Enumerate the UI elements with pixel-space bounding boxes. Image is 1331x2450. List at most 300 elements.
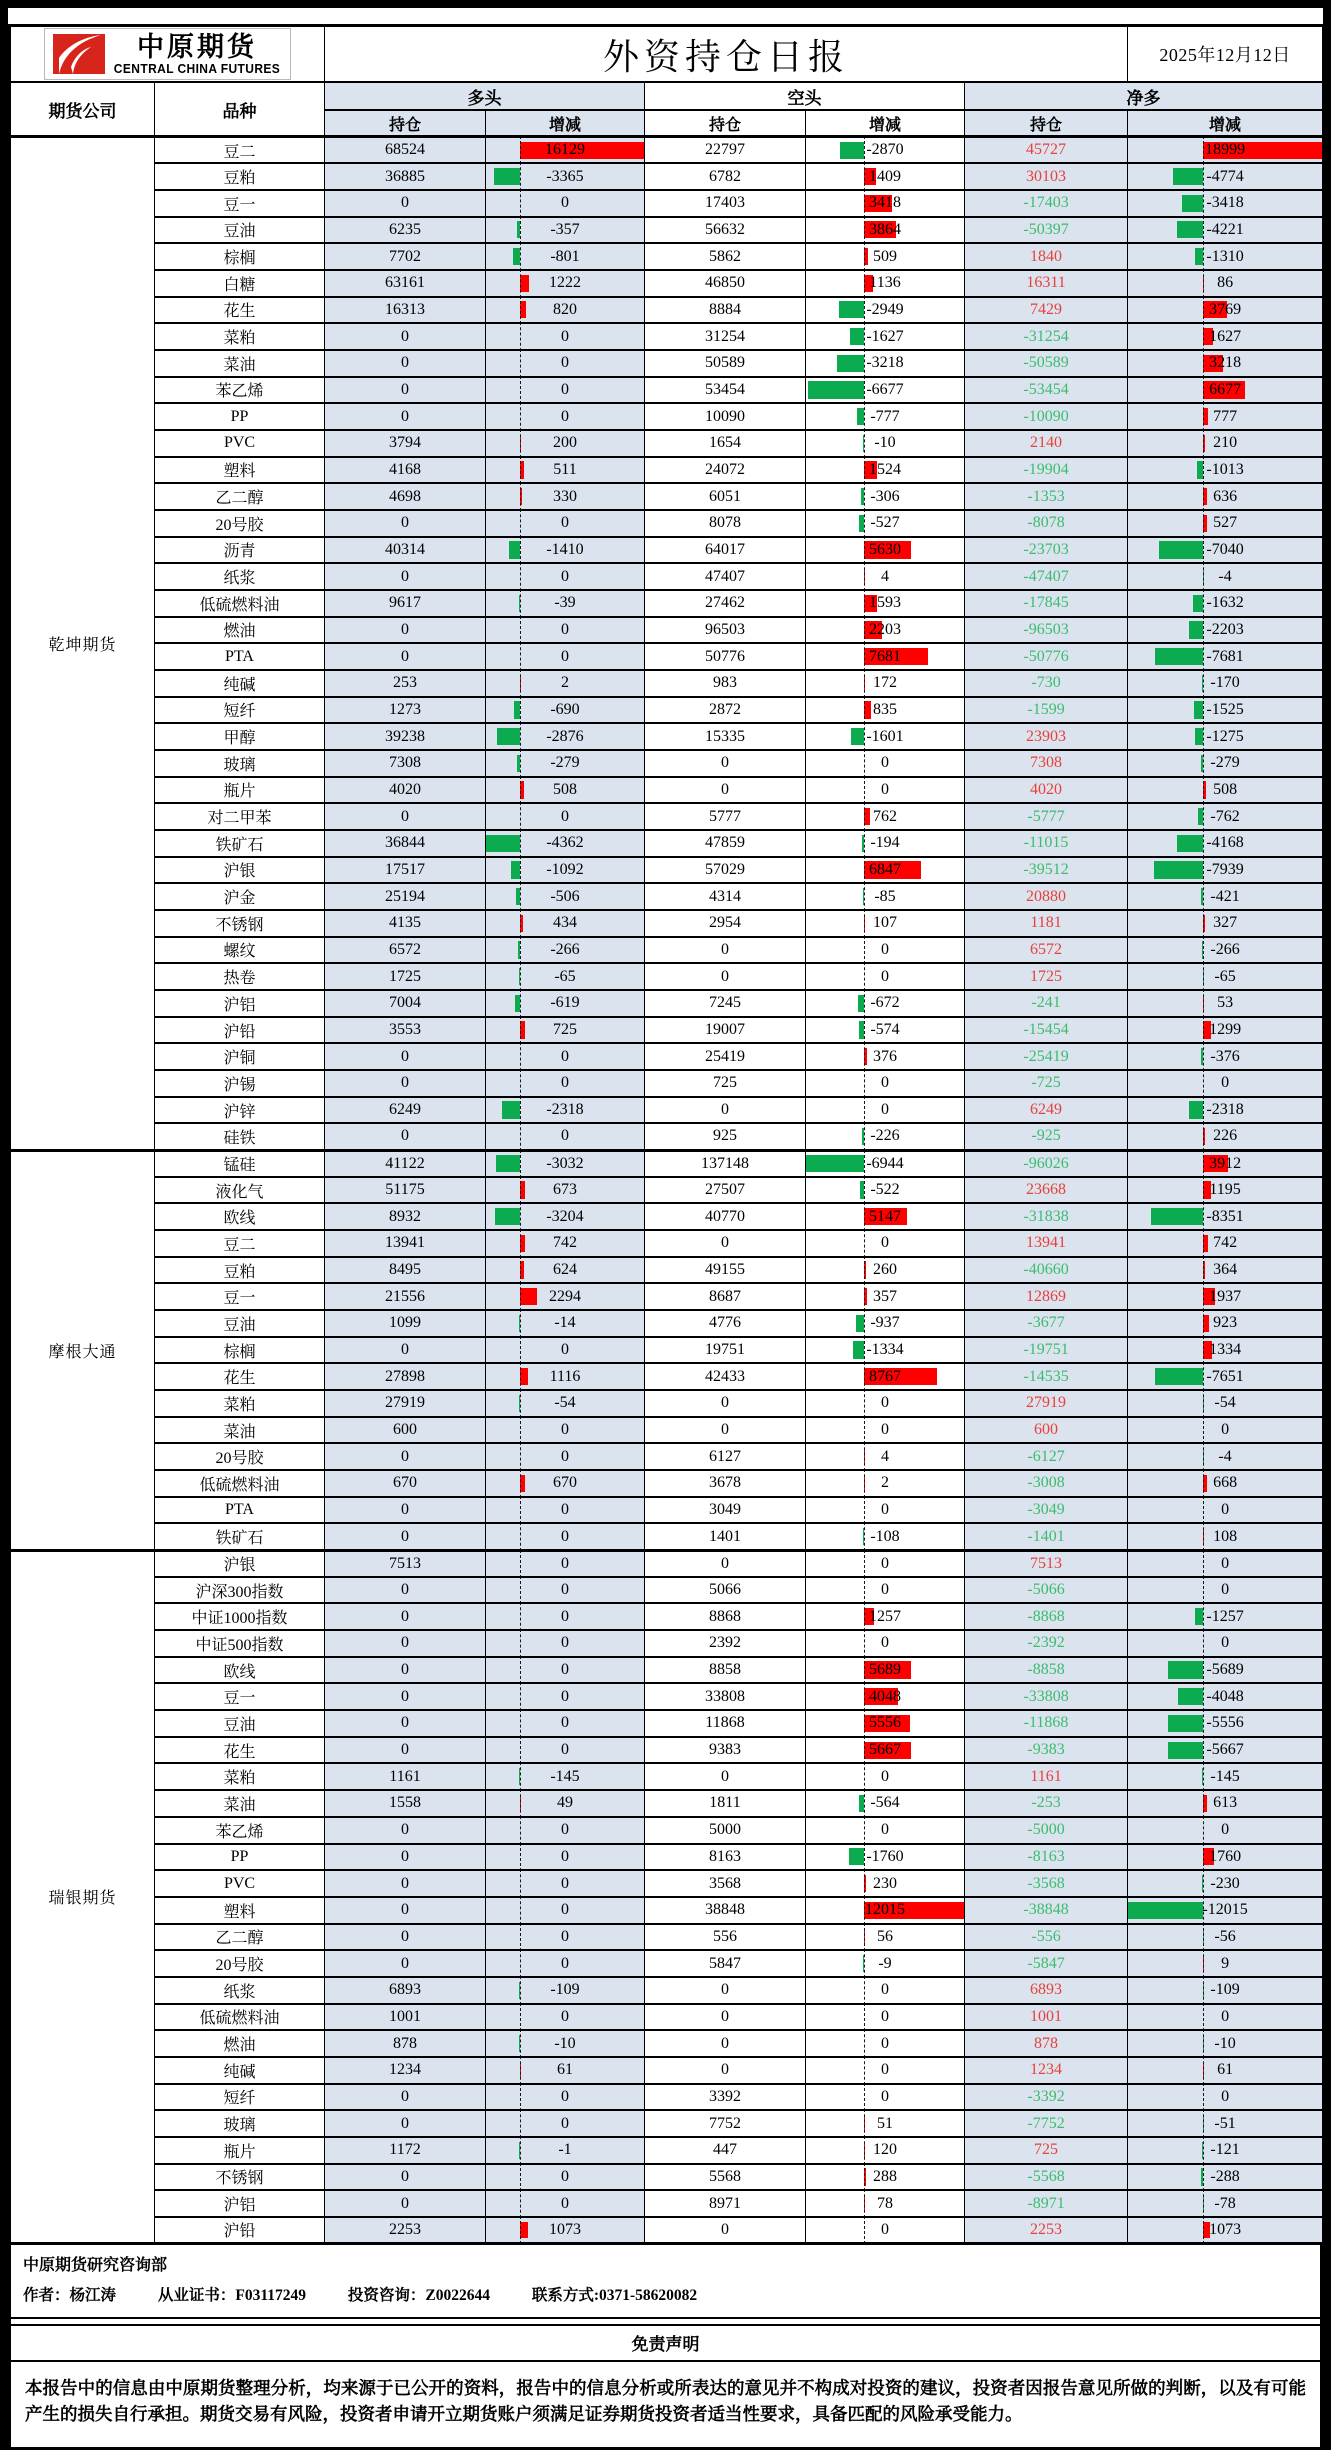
report-sheet <box>8 8 1323 2450</box>
short-change-cell <box>806 590 965 617</box>
change-value: 527 <box>1213 514 1237 531</box>
col-group-short: 空头 <box>645 82 965 110</box>
long-position-cell: 6572 <box>325 937 486 964</box>
short-position-cell: 556 <box>645 1924 806 1951</box>
negative-bar <box>1195 1608 1203 1625</box>
report-date: 2025年12月12日 <box>1128 26 1324 83</box>
long-change-cell <box>486 590 645 617</box>
change-value: 4048 <box>869 1688 901 1705</box>
net-change-cell <box>1128 857 1324 884</box>
change-value: 5147 <box>869 1208 901 1225</box>
table-row <box>10 1070 1324 1097</box>
net-change-cell <box>1128 590 1324 617</box>
long-change-cell <box>486 1950 645 1977</box>
net-change-cell <box>1128 403 1324 430</box>
negative-bar <box>486 835 520 852</box>
net-change-cell <box>1128 2217 1324 2244</box>
short-change-cell <box>806 1097 965 1124</box>
net-position-cell: 7513 <box>965 1550 1128 1577</box>
net-position-cell: -8078 <box>965 510 1128 537</box>
long-position-cell: 0 <box>325 1844 486 1871</box>
change-value: 0 <box>881 2061 889 2078</box>
short-change-cell <box>806 883 965 910</box>
variety-cell: 对二甲苯 <box>155 803 325 830</box>
change-value: -357 <box>550 221 579 238</box>
change-value: 0 <box>561 1501 569 1518</box>
short-position-cell: 49155 <box>645 1257 806 1284</box>
table-row <box>10 297 1324 324</box>
short-position-cell: 22797 <box>645 137 806 164</box>
change-value: -288 <box>1210 2168 1239 2185</box>
long-position-cell: 0 <box>325 377 486 404</box>
variety-cell: 白糖 <box>155 270 325 297</box>
net-change-cell <box>1128 323 1324 350</box>
change-value: 2 <box>561 674 569 691</box>
net-position-cell: 12869 <box>965 1283 1128 1310</box>
short-change-cell <box>806 2084 965 2111</box>
short-change-cell <box>806 1630 965 1657</box>
negative-bar <box>1168 1661 1204 1678</box>
net-position-cell: -25419 <box>965 1043 1128 1070</box>
long-change-cell <box>486 403 645 430</box>
change-value: -777 <box>870 408 899 425</box>
variety-cell: 沪银 <box>155 857 325 884</box>
change-value: 725 <box>553 1021 577 1038</box>
variety-cell: 低硫燃料油 <box>155 590 325 617</box>
table-row <box>10 670 1324 697</box>
variety-cell: PTA <box>155 643 325 670</box>
net-change-cell <box>1128 963 1324 990</box>
table-row <box>10 483 1324 510</box>
long-change-cell <box>486 2110 645 2137</box>
long-change-cell <box>486 350 645 377</box>
long-change-cell <box>486 1203 645 1230</box>
net-change-cell <box>1128 1844 1324 1871</box>
net-change-cell <box>1128 990 1324 1017</box>
change-value: -6677 <box>866 381 903 398</box>
short-change-cell <box>806 1577 965 1604</box>
net-position-cell: -10090 <box>965 403 1128 430</box>
variety-cell: 20号胶 <box>155 510 325 537</box>
table-row <box>10 510 1324 537</box>
net-position-cell: 1840 <box>965 243 1128 270</box>
change-value: -1092 <box>546 861 583 878</box>
change-value: 0 <box>561 1688 569 1705</box>
short-position-cell: 47859 <box>645 830 806 857</box>
change-value: -3418 <box>1206 194 1243 211</box>
short-position-cell: 0 <box>645 1390 806 1417</box>
change-value: -108 <box>870 1528 899 1545</box>
change-value: 511 <box>553 461 576 478</box>
long-position-cell: 8495 <box>325 1257 486 1284</box>
short-position-cell: 8858 <box>645 1657 806 1684</box>
long-change-cell <box>486 1790 645 1817</box>
negative-bar <box>853 1341 864 1358</box>
long-change-cell <box>486 697 645 724</box>
change-value: 673 <box>553 1181 577 1198</box>
short-position-cell: 6782 <box>645 163 806 190</box>
short-change-cell <box>806 1417 965 1444</box>
change-value: -3218 <box>866 354 903 371</box>
net-position-cell: 16311 <box>965 270 1128 297</box>
change-value: 3912 <box>1209 1155 1241 1172</box>
table-body <box>10 137 1324 2244</box>
change-value: 210 <box>1213 434 1237 451</box>
change-value: 0 <box>561 1821 569 1838</box>
change-value: 0 <box>1221 2008 1229 2025</box>
variety-cell: 豆粕 <box>155 1257 325 1284</box>
short-change-cell <box>806 1897 965 1924</box>
change-value: -1760 <box>866 1848 903 1865</box>
net-change-cell <box>1128 297 1324 324</box>
change-value: -2949 <box>866 301 903 318</box>
long-position-cell: 7702 <box>325 243 486 270</box>
change-value: 1257 <box>869 1608 901 1625</box>
change-value: -2876 <box>546 728 583 745</box>
short-change-cell <box>806 857 965 884</box>
short-change-cell <box>806 2030 965 2057</box>
net-change-cell <box>1128 1337 1324 1364</box>
net-position-cell: -5000 <box>965 1817 1128 1844</box>
change-value: 762 <box>873 808 897 825</box>
long-change-cell <box>486 1310 645 1337</box>
net-change-cell <box>1128 1123 1324 1150</box>
variety-cell: 燃油 <box>155 617 325 644</box>
short-position-cell: 0 <box>645 1550 806 1577</box>
long-position-cell: 0 <box>325 1683 486 1710</box>
col-header-net-change: 增减 <box>1128 110 1324 137</box>
long-change-cell <box>486 617 645 644</box>
change-value: 1222 <box>549 274 581 291</box>
change-value: 0 <box>881 1501 889 1518</box>
long-position-cell: 27898 <box>325 1363 486 1390</box>
negative-bar <box>1159 541 1203 558</box>
long-position-cell: 0 <box>325 1710 486 1737</box>
long-change-cell <box>486 1817 645 1844</box>
table-row <box>10 2217 1324 2244</box>
net-change-cell <box>1128 483 1324 510</box>
net-position-cell: -39512 <box>965 857 1128 884</box>
short-position-cell: 38848 <box>645 1897 806 1924</box>
table-row <box>10 350 1324 377</box>
change-value: -145 <box>550 1768 579 1785</box>
change-value: -7939 <box>1206 861 1243 878</box>
table-row <box>10 537 1324 564</box>
change-value: -1 <box>558 2141 571 2158</box>
long-position-cell: 1161 <box>325 1763 486 1790</box>
change-value: 4 <box>881 1448 889 1465</box>
variety-cell: 中证1000指数 <box>155 1603 325 1630</box>
net-change-cell <box>1128 883 1324 910</box>
change-value: -2318 <box>1206 1101 1243 1118</box>
change-value: 742 <box>1213 1234 1237 1251</box>
long-position-cell: 0 <box>325 1043 486 1070</box>
short-change-cell <box>806 723 965 750</box>
col-header-long-position: 持仓 <box>325 110 486 137</box>
variety-cell: 乙二醇 <box>155 483 325 510</box>
change-value: 1116 <box>550 1368 581 1385</box>
change-value: 509 <box>873 248 897 265</box>
table-row <box>10 1710 1324 1737</box>
short-change-cell <box>806 990 965 1017</box>
table-row <box>10 643 1324 670</box>
short-change-cell <box>806 217 965 244</box>
net-position-cell: -3677 <box>965 1310 1128 1337</box>
table-row <box>10 1977 1324 2004</box>
change-value: 2 <box>881 1474 889 1491</box>
change-value: 107 <box>873 914 897 931</box>
negative-bar <box>1155 648 1203 665</box>
short-change-cell <box>806 1363 965 1390</box>
change-value: -2870 <box>866 141 903 158</box>
change-value: 0 <box>881 754 889 771</box>
net-position-cell: -3568 <box>965 1870 1128 1897</box>
change-value: 0 <box>561 514 569 531</box>
variety-cell: 苯乙烯 <box>155 1817 325 1844</box>
long-position-cell: 0 <box>325 403 486 430</box>
long-change-cell <box>486 1097 645 1124</box>
negative-bar <box>808 381 864 398</box>
short-change-cell <box>806 1310 965 1337</box>
long-position-cell: 670 <box>325 1470 486 1497</box>
long-change-cell <box>486 563 645 590</box>
change-value: 0 <box>561 1928 569 1945</box>
change-value: -12015 <box>1202 1901 1247 1918</box>
change-value: 0 <box>561 1608 569 1625</box>
change-value: 1073 <box>1209 2221 1241 2238</box>
long-position-cell: 9617 <box>325 590 486 617</box>
short-change-cell <box>806 643 965 670</box>
change-value: -121 <box>1210 2141 1239 2158</box>
table-row <box>10 1230 1324 1257</box>
net-change-cell <box>1128 510 1324 537</box>
change-value: 5556 <box>869 1714 901 1731</box>
short-change-cell <box>806 1924 965 1951</box>
table-row <box>10 2190 1324 2217</box>
short-position-cell: 46850 <box>645 270 806 297</box>
short-change-cell <box>806 563 965 590</box>
table-row <box>10 1363 1324 1390</box>
short-change-cell <box>806 1870 965 1897</box>
author: 作者：杨江涛 <box>23 2287 116 2304</box>
net-position-cell: -15454 <box>965 1017 1128 1044</box>
table-row <box>10 137 1324 164</box>
long-position-cell: 0 <box>325 2084 486 2111</box>
net-position-cell: -96503 <box>965 617 1128 644</box>
change-value: 230 <box>873 1875 897 1892</box>
variety-cell: 欧线 <box>155 1657 325 1684</box>
variety-cell: 花生 <box>155 297 325 324</box>
long-change-cell <box>486 1177 645 1204</box>
change-value: 0 <box>561 1714 569 1731</box>
change-value: -54 <box>1214 1394 1235 1411</box>
variety-cell: 塑料 <box>155 457 325 484</box>
change-value: -5667 <box>1206 1741 1243 1758</box>
short-position-cell: 0 <box>645 2030 806 2057</box>
long-change-cell <box>486 1123 645 1150</box>
long-change-cell <box>486 297 645 324</box>
negative-bar <box>502 1101 520 1118</box>
change-value: 0 <box>881 1234 889 1251</box>
net-change-cell <box>1128 1070 1324 1097</box>
net-position-cell: -40660 <box>965 1257 1128 1284</box>
variety-cell: 豆粕 <box>155 163 325 190</box>
net-change-cell <box>1128 1203 1324 1230</box>
long-position-cell: 0 <box>325 1123 486 1150</box>
long-change-cell <box>486 777 645 804</box>
short-change-cell <box>806 803 965 830</box>
table-row <box>10 1443 1324 1470</box>
long-position-cell: 7308 <box>325 750 486 777</box>
variety-cell: 热卷 <box>155 963 325 990</box>
variety-cell: 豆一 <box>155 190 325 217</box>
variety-cell: 锰硅 <box>155 1150 325 1177</box>
net-position-cell: -6127 <box>965 1443 1128 1470</box>
change-value: 0 <box>561 1955 569 1972</box>
long-change-cell <box>486 1977 645 2004</box>
change-value: -3365 <box>546 168 583 185</box>
short-change-cell <box>806 1763 965 1790</box>
variety-cell: 短纤 <box>155 697 325 724</box>
net-position-cell: 7308 <box>965 750 1128 777</box>
change-value: -85 <box>874 888 895 905</box>
short-position-cell: 8884 <box>645 297 806 324</box>
change-value: 0 <box>561 2168 569 2185</box>
net-change-cell <box>1128 1603 1324 1630</box>
long-change-cell <box>486 1070 645 1097</box>
net-change-cell <box>1128 2110 1324 2137</box>
change-value: -1627 <box>866 328 903 345</box>
col-header-variety: 品种 <box>155 82 325 137</box>
long-change-cell <box>486 2057 645 2084</box>
variety-cell: 低硫燃料油 <box>155 1470 325 1497</box>
short-position-cell: 47407 <box>645 563 806 590</box>
short-position-cell: 6051 <box>645 483 806 510</box>
long-change-cell <box>486 1630 645 1657</box>
variety-cell: 菜油 <box>155 1417 325 1444</box>
net-change-cell <box>1128 1683 1324 1710</box>
table-row <box>10 1017 1324 1044</box>
short-position-cell: 0 <box>645 1417 806 1444</box>
change-value: 0 <box>561 621 569 638</box>
change-value: -7681 <box>1206 648 1243 665</box>
long-change-cell <box>486 1870 645 1897</box>
table-row <box>10 937 1324 964</box>
positive-bar <box>864 701 871 718</box>
table-row <box>10 2057 1324 2084</box>
change-value: -672 <box>870 994 899 1011</box>
col-header-short-change: 增减 <box>806 110 965 137</box>
change-value: 5667 <box>869 1741 901 1758</box>
author-line <box>23 2283 1308 2305</box>
short-position-cell: 50589 <box>645 350 806 377</box>
change-value: -937 <box>870 1314 899 1331</box>
net-change-cell <box>1128 537 1324 564</box>
table-row <box>10 883 1324 910</box>
variety-cell: 豆二 <box>155 137 325 164</box>
net-position-cell: -31838 <box>965 1203 1128 1230</box>
long-position-cell: 3553 <box>325 1017 486 1044</box>
short-change-cell <box>806 1017 965 1044</box>
change-value: -56 <box>1214 1928 1235 1945</box>
long-position-cell: 0 <box>325 1817 486 1844</box>
short-position-cell: 7752 <box>645 2110 806 2137</box>
variety-cell: 沪金 <box>155 883 325 910</box>
change-value: 1937 <box>1209 1288 1241 1305</box>
long-position-cell: 36885 <box>325 163 486 190</box>
short-change-cell <box>806 403 965 430</box>
negative-bar <box>840 142 864 159</box>
change-value: 1409 <box>869 168 901 185</box>
net-position-cell: -253 <box>965 1790 1128 1817</box>
change-value: 78 <box>877 2195 893 2212</box>
table-row <box>10 1603 1324 1630</box>
short-position-cell: 2392 <box>645 1630 806 1657</box>
change-value: 8767 <box>869 1368 901 1385</box>
table-row <box>10 1203 1324 1230</box>
table-row <box>10 430 1324 457</box>
long-position-cell: 0 <box>325 350 486 377</box>
net-change-cell <box>1128 1657 1324 1684</box>
positive-bar <box>520 275 529 292</box>
table-row <box>10 1817 1324 1844</box>
net-change-cell <box>1128 910 1324 937</box>
double-rule-separator <box>11 2317 1320 2326</box>
change-value: 6677 <box>1209 381 1241 398</box>
short-position-cell: 96503 <box>645 617 806 644</box>
long-position-cell: 41122 <box>325 1150 486 1177</box>
long-position-cell: 0 <box>325 803 486 830</box>
long-position-cell: 600 <box>325 1417 486 1444</box>
short-position-cell: 1401 <box>645 1523 806 1550</box>
table-row <box>10 1657 1324 1684</box>
table-row <box>10 1897 1324 1924</box>
short-change-cell <box>806 617 965 644</box>
table-row <box>10 2004 1324 2031</box>
long-change-cell <box>486 270 645 297</box>
long-change-cell <box>486 1763 645 1790</box>
change-value: 51 <box>877 2115 893 2132</box>
short-position-cell: 8868 <box>645 1603 806 1630</box>
long-change-cell <box>486 803 645 830</box>
short-change-cell <box>806 1844 965 1871</box>
short-position-cell: 17403 <box>645 190 806 217</box>
variety-cell: 纸浆 <box>155 1977 325 2004</box>
net-position-cell: 1234 <box>965 2057 1128 2084</box>
variety-cell: 沪锌 <box>155 1097 325 1124</box>
variety-cell: 沪锡 <box>155 1070 325 1097</box>
negative-bar <box>1177 221 1203 238</box>
net-change-cell <box>1128 1390 1324 1417</box>
table-row <box>10 243 1324 270</box>
net-position-cell: -38848 <box>965 1897 1128 1924</box>
negative-bar <box>856 1315 864 1332</box>
logo-mark-icon <box>53 34 105 74</box>
long-position-cell: 6893 <box>325 1977 486 2004</box>
variety-cell: 沪铝 <box>155 990 325 1017</box>
short-change-cell <box>806 777 965 804</box>
net-position-cell: -8868 <box>965 1603 1128 1630</box>
column-group-header-row <box>10 82 1324 110</box>
short-change-cell <box>806 1150 965 1177</box>
net-change-cell <box>1128 2004 1324 2031</box>
long-position-cell: 4168 <box>325 457 486 484</box>
short-change-cell <box>806 963 965 990</box>
change-value: 434 <box>553 914 577 931</box>
change-value: 260 <box>873 1261 897 1278</box>
change-value: 508 <box>553 781 577 798</box>
short-change-cell <box>806 1337 965 1364</box>
